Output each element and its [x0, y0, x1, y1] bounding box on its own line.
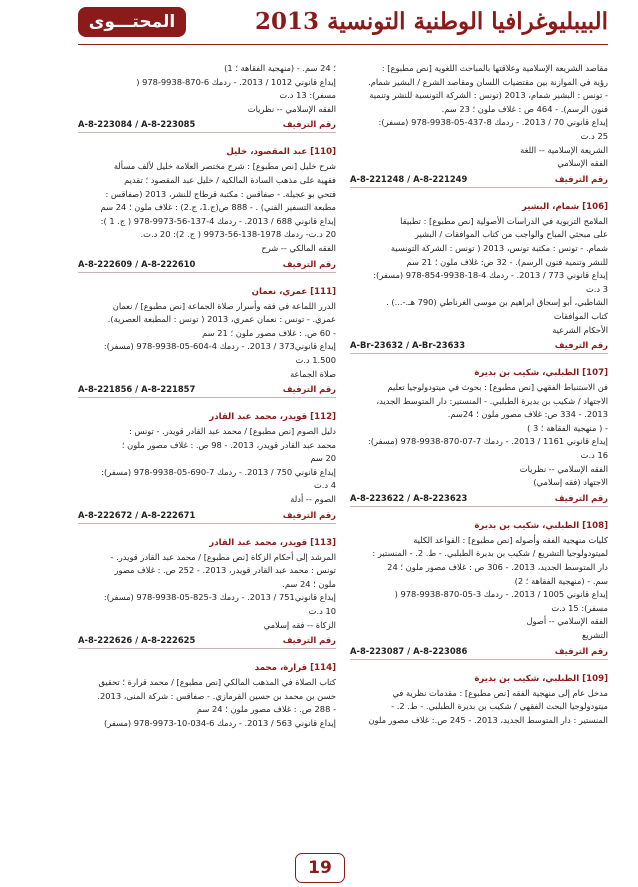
entry-line: الاجتهاد (فقه إسلامي)	[533, 477, 608, 488]
entry-line: مسفر): 15 د.ت	[551, 602, 608, 613]
entry-line: الفقه الإسلامي -- نظريات	[247, 103, 336, 114]
entry-line: - 60 ص. : غلاف مصور ملون ؛ 21 سم	[202, 327, 336, 338]
shelf-label: رقم الترفيف	[554, 492, 608, 503]
bibliography-entry	[78, 536, 336, 650]
bibliography-entry	[78, 145, 336, 272]
shelf-codes: A-8-221856 / A-8-221857	[78, 384, 196, 395]
bibliography-entry	[78, 410, 336, 524]
entry-line: رؤية في الموازنة بين مقتضيات اللسان ومقاصد الشرع / البشير شمام.	[368, 76, 608, 87]
bibliography-entry	[78, 62, 336, 133]
bibliography-entry	[78, 661, 336, 730]
entry-line: مقاصد الشريعة الإسلامية وعلاقتها بالمباحث اللغوية [نص مطبوع] :	[381, 63, 608, 73]
left-column	[78, 62, 336, 852]
shelf-codes: A-8-222672 / A-8-222671	[78, 509, 196, 520]
entry-line: 25 د.ت	[580, 130, 608, 141]
entry-line: الاجتهاد / شكيب بن بديرة الطبلبي. - المنستير: دار المتوسط الجديد،	[376, 395, 608, 406]
shelf-number-row	[78, 117, 336, 133]
shelf-label: رقم الترفيف	[282, 119, 336, 130]
shelf-number-row	[350, 644, 608, 660]
entry-line: الشاطبي، أبو إسحاق ابراهيم بن موسى الغرناطي (790 هـ.-...) .	[386, 297, 608, 308]
page-number: 19	[295, 853, 345, 883]
bibliography-entry	[350, 62, 608, 188]
entry-line: 2013. - 334 ص: غلاف مصور ملون ؛ 24سم.	[447, 409, 608, 420]
entry-line: مدخل عام إلى منهجية الفقه [نص مطبوع] : مقدمات نظرية في	[392, 687, 608, 698]
entry-line: الدرر اللماعة في فقه وأسرار صلاة الجماعة [نص مطبوع] / نعمان	[112, 300, 336, 311]
entry-heading: [110] عبد المقصود، خليل	[226, 147, 336, 158]
shelf-label: رقم الترفيف	[554, 340, 608, 351]
entry-line: إيداع قانوني 688 / 2013. - ردمك 4-137-56-9973-978 ( ج. 1 ):	[100, 215, 336, 226]
entry-line: إيداع قانوني 70 / 2013. - ردمك 8-437-05-9938-978 (مسفر):	[378, 117, 608, 128]
bibliography-entry	[350, 200, 608, 354]
bibliography-entry	[350, 672, 608, 728]
bibliography-entry	[350, 366, 608, 507]
entry-line: شمام. - تونس : مكتبة تونس، 2013 ( تونس : الشركة التونسية	[390, 242, 608, 253]
entry-line: 16 د.ت	[580, 450, 608, 461]
entry-line: فتحي بو عجيلة. - صفاقس : مكتبة قرطاج للنشر، 2013 (صفاقس :	[105, 188, 336, 199]
bibliography-entry	[78, 285, 336, 399]
shelf-codes: A-8-221248 / A-8-221249	[350, 173, 468, 184]
entry-line: 20 د.ت- ردمك 1978-138-56-9973 ( ج. 2): 20 د.ت.	[140, 229, 336, 240]
shelf-codes: A-8-222609 / A-8-222610	[78, 258, 196, 269]
entry-heading: [107] الطبلبي، شكيب بن بديرة	[474, 368, 608, 379]
right-column	[350, 62, 608, 852]
entry-line: إيداع قانوني 563 / 2013. - ردمك 6-034-10-9973-978 (مسفر)	[104, 718, 336, 728]
shelf-codes: A-Br-23632 / A-Br-23633	[350, 340, 466, 351]
shelf-number-row	[78, 257, 336, 273]
entry-line: شرح خليل [نص مطبوع] : شرح مختصر العلامة خليل لألف مسألة	[113, 161, 336, 172]
entry-line: دار المتوسط الجديد، 2013. - 306 ص : غلاف مصور ملون ؛ 24	[387, 562, 608, 573]
entry-line: الفقه الإسلامي -- نظريات	[519, 463, 608, 474]
entry-heading: [114] قرارة، محمد	[254, 663, 336, 674]
shelf-label: رقم الترفيف	[282, 384, 336, 395]
entry-line: ملون ؛ 24 سم.	[282, 578, 336, 589]
entry-line: مطبعة التسفير الفني) . - 888 ص(ج.1، ج.2) : غلاف ملون ؛ 24 سم	[100, 202, 336, 213]
entry-line: التشريع	[581, 630, 608, 640]
shelf-number-row	[78, 382, 336, 398]
entry-line: فقهية على مذهب السادة المالكية / خليل عبد المقصود ؛ تقديم	[124, 174, 336, 185]
shelf-codes: A-8-223622 / A-8-223623	[350, 492, 468, 503]
entry-line: - ( منهجية الفقاهة ؛ 3 )	[527, 422, 608, 433]
entry-line: إيداع قانوني 750 / 2013. - ردمك 7-690-05-9938-978 (مسفر):	[101, 466, 336, 477]
entry-line: 1.500 د.ت	[295, 354, 336, 365]
entry-line: إيداع قانوني 1161 / 2013. - ردمك 7-07-870-9938-978 (مسفر):	[367, 436, 608, 447]
entry-line: - تونس : البشير شمام، 2013 (تونس : الشركة التونسية للنشر وتنمية	[369, 90, 608, 101]
entry-line: الزكاة -- فقه إسلامي	[263, 619, 336, 630]
shelf-codes: A-8-223084 / A-8-223085	[78, 119, 196, 130]
shelf-label: رقم الترفيف	[282, 635, 336, 646]
shelf-number-row	[350, 491, 608, 507]
header-divider	[78, 44, 608, 45]
entry-line: مسفر): 13 د.ت	[279, 90, 336, 101]
entry-line: على مبحثي المباح والواجب من كتاب الموافقات / البشير	[414, 229, 608, 240]
shelf-label: رقم الترفيف	[554, 173, 608, 184]
bibliography-entry	[350, 519, 608, 660]
shelf-codes: A-8-223087 / A-8-223086	[350, 645, 468, 656]
entry-line: الأحكام الشرعية	[552, 324, 608, 335]
content-columns	[78, 62, 608, 852]
entry-line: الشريعة الإسلامية -- اللغة	[520, 144, 608, 155]
entry-line: الفقه الإسلامي -- أصول	[526, 616, 608, 627]
entry-line: صلاة الجماعة	[290, 368, 336, 379]
entry-line: الفقه الإسلامي	[557, 158, 608, 169]
entry-line: كتاب الموافقات	[553, 310, 608, 321]
entry-line: لميتودولوجيا التشريع / شكيب بن بديرة الطبلبي. - ط. 2. - المنستير :	[372, 548, 608, 559]
contents-badge[interactable]: المحتـــوى	[78, 7, 186, 37]
entry-line: إيداع قانوني 773 / 2013. - ردمك 4-18-9938-854-978 (مسفر):	[373, 270, 608, 281]
entry-line: الصوم -- أدلة	[290, 494, 336, 505]
page-header	[0, 0, 638, 52]
entry-line: محمد عبد القادر قويدر، 2013. - 98 ص. : غلاف مصور ملون ؛	[121, 439, 336, 450]
entry-line: كليات منهجية الفقه وأصوله [نص مطبوع] : القواعد الكلية	[413, 534, 608, 545]
shelf-number-row	[78, 508, 336, 524]
shelf-number-row	[350, 338, 608, 354]
entry-heading: [113] قويدر، محمد عبد القادر	[209, 537, 336, 548]
entry-line: 10 د.ت	[308, 606, 336, 617]
entry-heading: [106] شمام، البشير	[521, 201, 608, 212]
entry-line: إيداع قانوني751 / 2013. - ردمك 3-825-05-9938-978 (مسفر):	[103, 592, 336, 603]
entry-line: سم. - (منهجية الفقاهة ؛ 2)	[514, 575, 608, 586]
shelf-number-row	[350, 172, 608, 188]
entry-line: ؛ 24 سم. - (منهجية الفقاهة ؛ 1)	[224, 63, 336, 73]
entry-heading: [109] الطبلبي، شكيب بن بديرة	[474, 673, 608, 684]
entry-line: فن الاستنباط الفقهي [نص مطبوع] : بحوث في ميتودولوجيا تعليم	[387, 382, 608, 393]
entry-line: إيداع قانوني373 / 2013. - ردمك 4-604-05-9938-978 (مسفر):	[103, 341, 336, 352]
entry-line: 3 د.ت	[585, 283, 608, 294]
entry-line: ميتودولوجيا البحث الفقهي / شكيب بن بديرة الطبلبي. - ط. 2. -	[391, 701, 608, 712]
shelf-label: رقم الترفيف	[282, 509, 336, 520]
entry-line: إيداع قانوني 1012 / 2013. - ردمك 6-870-9938-978 (	[136, 76, 336, 87]
entry-line: حسن بن محمد بن حسين القرمازي. - صفاقس : شركة المنى، 2013.	[97, 690, 336, 701]
entry-line: الفقه المالكي -- شرح	[261, 242, 336, 253]
entry-line: إيداع قانوني 1005 / 2013. - ردمك 3-05-870-9938-978 (	[394, 589, 608, 600]
entry-line: تونس : محمد عبد القادر قويدر، 2013. - 252 ص. : غلاف مصور	[114, 565, 336, 576]
shelf-number-row	[78, 633, 336, 649]
entry-line: المنستير : دار المتوسط الجديد، 2013. - 245 ص.: غلاف مصور ملون	[368, 714, 608, 725]
entry-line: الملامح التربوية في الدراسات الأصولية [نص مطبوع] : تطبيقا	[400, 215, 608, 226]
entry-line: عمري. - تونس : نعمان عمري، 2013 ( تونس : المطبعة العصرية).	[107, 314, 336, 325]
entry-line: للنشر وتنمية فنون الرسم). - 32 ص: غلاف ملون ؛ 21 سم	[406, 256, 608, 267]
shelf-label: رقم الترفيف	[282, 258, 336, 269]
shelf-label: رقم الترفيف	[554, 645, 608, 656]
entry-line: المرشد إلى أحكام الزكاة [نص مطبوع] / محمد عبد القادر قويدر. -	[110, 551, 336, 562]
entry-heading: [108] الطبلبي، شكيب بن بديرة	[474, 520, 608, 531]
entry-line: دليل الصوم [نص مطبوع] / محمد عبد القادر قويدر. - تونس :	[128, 426, 336, 437]
entry-heading: [111] عمري، نعمان	[251, 286, 336, 297]
entry-line: فنون الرسم). - 464 ص : غلاف ملون ؛ 23 سم.	[441, 103, 608, 114]
entry-line: كتاب الصلاة في المذهب المالكي [نص مطبوع] / محمد قرارة ؛ تحقيق	[98, 677, 336, 688]
page-title: البيبليوغرافيا الوطنية التونسية 2013	[255, 8, 608, 35]
entry-line: 4 د.ت	[313, 480, 336, 491]
entry-line: 20 سم	[310, 453, 336, 464]
entry-line: - 288 ص. : غلاف مصور ملون ؛ 24 سم	[196, 704, 336, 715]
shelf-codes: A-8-222626 / A-8-222625	[78, 635, 196, 646]
entry-heading: [112] قويدر، محمد عبد القادر	[209, 412, 336, 423]
